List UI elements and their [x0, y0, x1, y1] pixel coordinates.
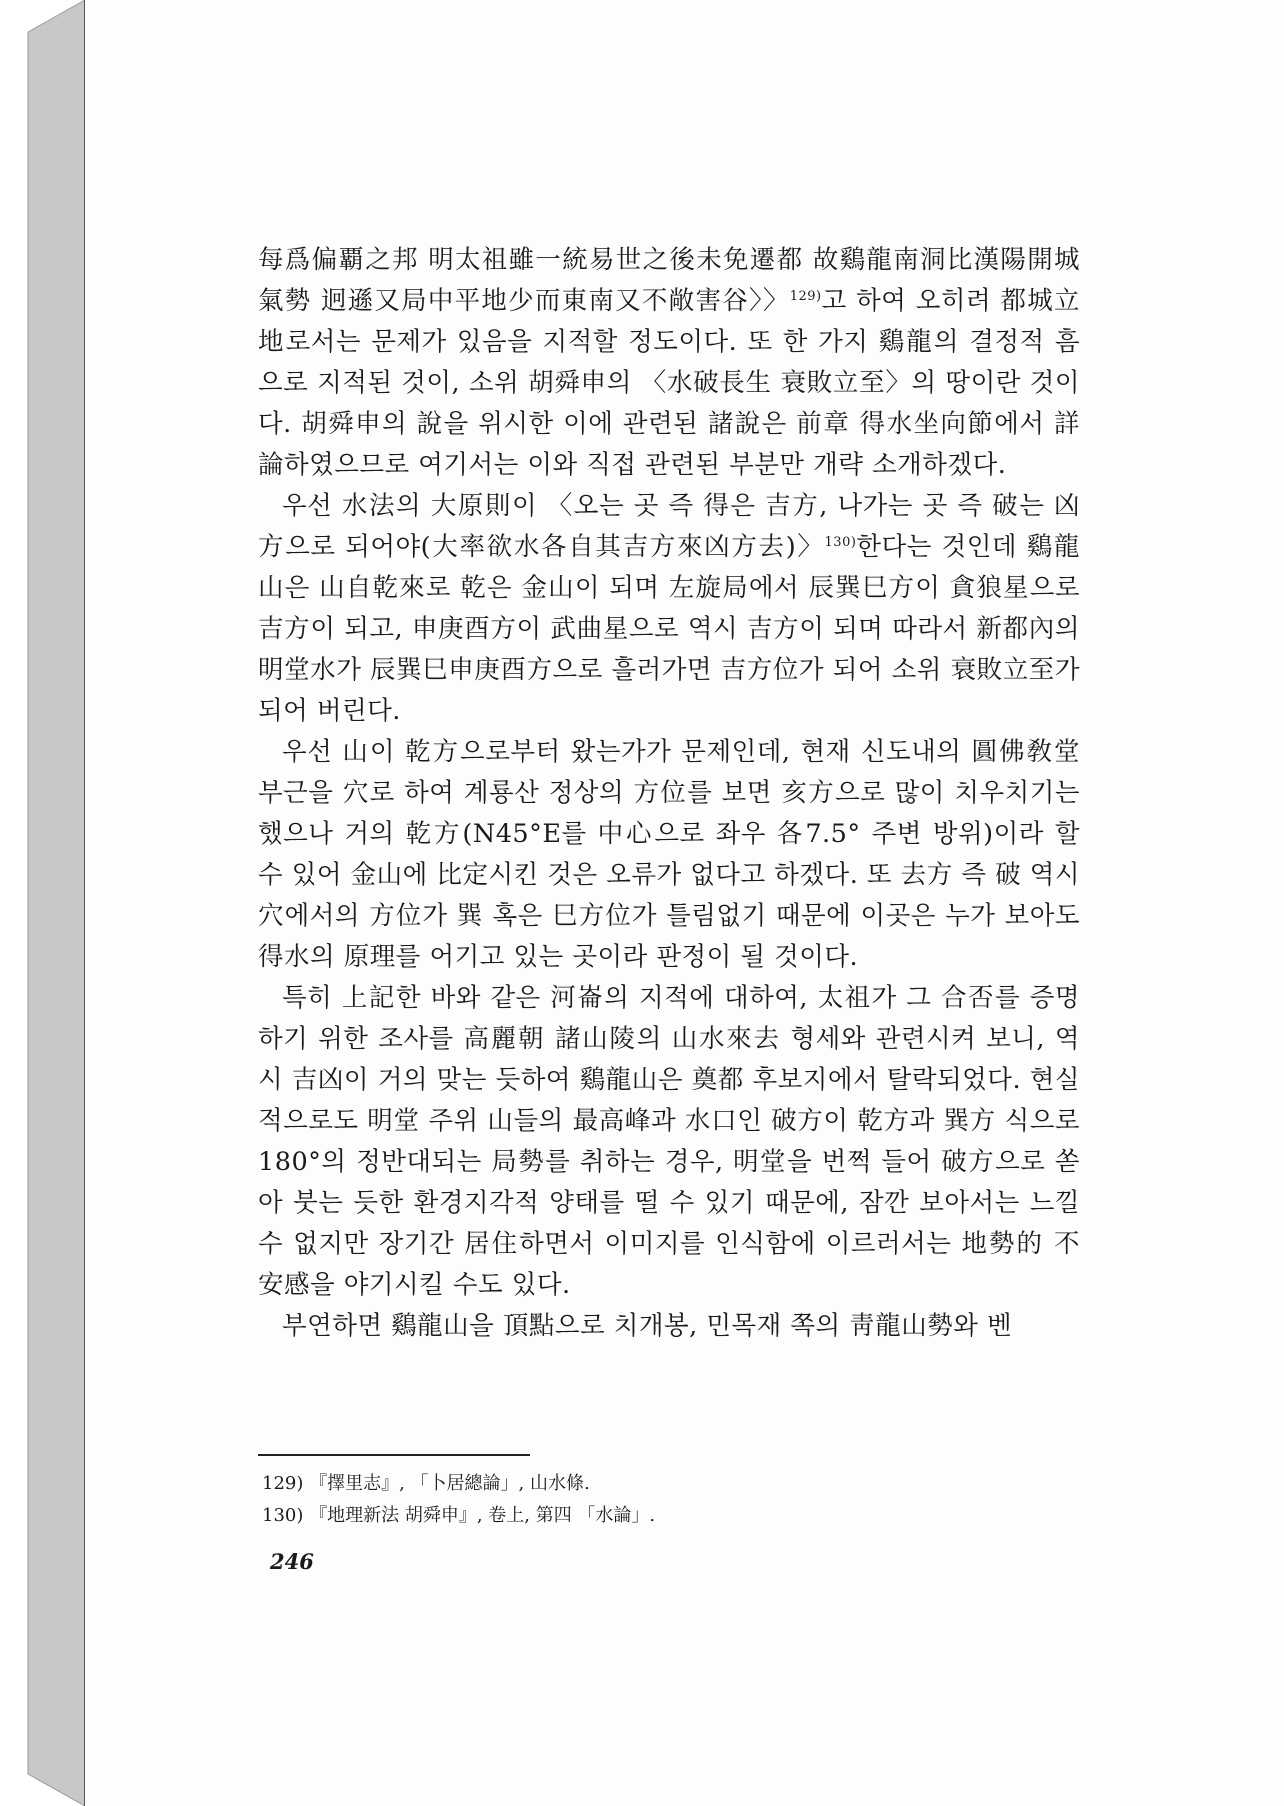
footnote-129: 129) 『擇里志』, 「卜居總論」, 山水條. — [262, 1473, 590, 1494]
footnote-130: 130) 『地理新法 胡舜申』, 卷上, 第四 「水論」. — [262, 1505, 656, 1526]
footnote-ref: 129) — [789, 289, 822, 304]
paragraph — [258, 1306, 1080, 1347]
paragraph — [258, 978, 1080, 1306]
page-number: 246 — [270, 1549, 314, 1574]
paragraph — [258, 486, 1080, 732]
paragraph-text: 우선 水法의 大原則이 〈오는 곳 즉 得은 吉方, 나가는 곳 즉 破는 凶方으로 되어야(大率欲水各自其吉方來凶方去)〉 — [258, 491, 1080, 562]
paragraph — [258, 732, 1080, 978]
footnote-divider — [258, 1454, 530, 1456]
paragraph-text: 每爲偏覇之邦 明太祖雖一統易世之後未免遷都 故鷄龍南洞比漢陽開城氣勢 迥遜又局中平地少而東南又不敞害谷〉〉 — [258, 245, 1080, 316]
paragraph-text: 고 하여 오히려 都城立地로서는 문제가 있음을 지적할 정도이다. 또 한 가지 鷄龍의 결정적 흠으로 지적된 것이, 소위 胡舜申의 〈水破長生 衰敗立至〉의 땅이란 것이다. 胡舜申의 說을 위시한 이에 관련된 諸說은 前章 得水坐向節에서 詳論하였으므로 여기서는 이와 직접 관련된 부분만 개략 소개하겠다. — [258, 286, 1080, 480]
body-text — [258, 240, 1080, 1347]
paragraph-text: 특히 上記한 바와 같은 河崙의 지적에 대하여, 太祖가 그 合否를 증명하기 위한 조사를 高麗朝 諸山陵의 山水來去 형세와 관련시켜 보니, 역시 吉凶이 거의 맞는 듯하여 鷄龍山은 奠都 후보지에서 탈락되었다. 현실적으로도 明堂 주위 山들의 最高峰과 水口인 破方이 乾方과 巽方 식으로 180°의 정반대되는 局勢를 취하는 경우, 明堂을 번쩍 들어 破方으로 쏟아 붓는 듯한 환경지각적 양태를 떨 수 있기 때문에, 잠깐 보아서는 느낄 수 없지만 장기간 居住하면서 이미지를 인식함에 이르러서는 地勢的 不安感을 야기시킬 수도 있다. — [258, 983, 1080, 1300]
footnotes — [262, 1468, 1062, 1532]
footnote-ref: 130) — [824, 535, 857, 550]
paragraph — [258, 240, 1080, 486]
paragraph-text: 부연하면 鷄龍山을 頂點으로 치개봉, 민목재 쪽의 靑龍山勢와 벤 — [282, 1311, 1013, 1341]
paragraph-text: 우선 山이 乾方으로부터 왔는가가 문제인데, 현재 신도내의 圓佛敎堂 부근을 穴로 하여 계룡산 정상의 方位를 보면 亥方으로 많이 치우치기는 했으나 거의 乾方(N45°E를 中心으로 좌우 各7.5° 주변 방위)이라 할 수 있어 金山에 比定시킨 것은 오류가 없다고 하겠다. 또 去方 즉 破 역시 穴에서의 方位가 巽 혹은 巳方位가 틀림없기 때문에 이곳은 누가 보아도 得水의 原理를 어기고 있는 곳이라 판정이 될 것이다. — [258, 737, 1080, 972]
paragraph-text: 한다는 것인데 鷄龍山은 山自乾來로 乾은 金山이 되며 左旋局에서 辰巽巳方이 貪狼星으로 吉方이 되고, 申庚酉方이 武曲星으로 역시 吉方이 되며 따라서 新都內의 明堂水가 辰巽巳申庚酉方으로 흘러가면 吉方位가 되어 소위 衰敗立至가 되어 버린다. — [258, 532, 1080, 726]
